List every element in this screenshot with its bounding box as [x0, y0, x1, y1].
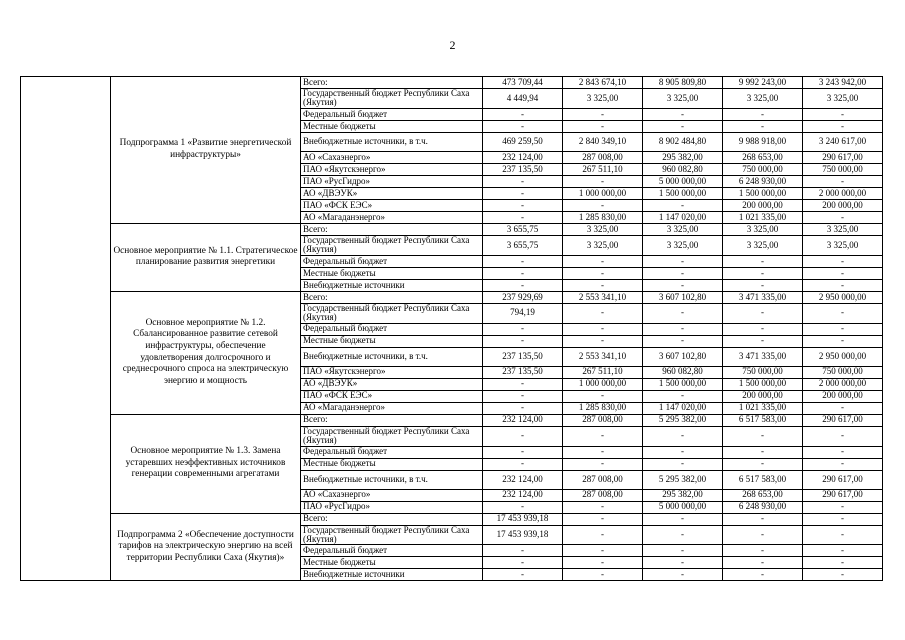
amount-cell: 290 617,00: [803, 489, 883, 501]
amount-cell: 473 709,44: [483, 77, 563, 89]
funding-source: Федеральный бюджет: [301, 545, 483, 557]
amount-cell: 200 000,00: [723, 390, 803, 402]
amount-cell: -: [483, 545, 563, 557]
funding-source: ПАО «ФСК ЕЭС»: [301, 199, 483, 211]
amount-cell: 1 285 830,00: [563, 402, 643, 414]
amount-cell: -: [483, 402, 563, 414]
amount-cell: 3 325,00: [563, 235, 643, 255]
amount-cell: 9 988 918,00: [723, 132, 803, 151]
funding-source: Внебюджетные источники, в т.ч.: [301, 470, 483, 489]
amount-cell: -: [643, 557, 723, 569]
amount-cell: 3 325,00: [723, 235, 803, 255]
amount-cell: 6 248 930,00: [723, 501, 803, 513]
table-body: [21, 77, 883, 581]
amount-cell: -: [803, 545, 883, 557]
amount-cell: -: [483, 175, 563, 187]
funding-source: Федеральный бюджет: [301, 108, 483, 120]
amount-cell: 295 382,00: [643, 151, 723, 163]
amount-cell: -: [803, 211, 883, 223]
amount-cell: 232 124,00: [483, 151, 563, 163]
amount-cell: -: [723, 335, 803, 347]
amount-cell: 268 653,00: [723, 489, 803, 501]
amount-cell: 6 248 930,00: [723, 175, 803, 187]
amount-cell: -: [643, 545, 723, 557]
funding-source: АО «Магаданэнерго»: [301, 402, 483, 414]
amount-cell: -: [643, 335, 723, 347]
amount-cell: 267 511,10: [563, 366, 643, 378]
amount-cell: 3 325,00: [803, 235, 883, 255]
amount-cell: 237 135,50: [483, 163, 563, 175]
amount-cell: -: [723, 446, 803, 458]
funding-source: Государственный бюджет Республики Саха (Якутия): [301, 426, 483, 446]
funding-source: Федеральный бюджет: [301, 255, 483, 267]
amount-cell: 1 021 335,00: [723, 402, 803, 414]
amount-cell: -: [723, 426, 803, 446]
program-title: Основное мероприятие № 1.2. Сбалансированное развитие сетевой инфраструктуры, обеспечение удовлетворения долгосрочного и среднесрочного спроса на электрическую энергию и мощность: [111, 291, 301, 414]
funding-source: Всего:: [301, 414, 483, 426]
amount-cell: 2 950 000,00: [803, 347, 883, 366]
amount-cell: -: [723, 458, 803, 470]
amount-cell: 1 500 000,00: [723, 378, 803, 390]
amount-cell: -: [643, 390, 723, 402]
amount-cell: -: [563, 458, 643, 470]
funding-source: АО «ДВЭУК»: [301, 378, 483, 390]
amount-cell: 2 000 000,00: [803, 378, 883, 390]
amount-cell: -: [723, 557, 803, 569]
funding-source: Всего:: [301, 291, 483, 303]
amount-cell: -: [723, 323, 803, 335]
funding-source: Внебюджетные источники, в т.ч.: [301, 132, 483, 151]
amount-cell: 2 000 000,00: [803, 187, 883, 199]
amount-cell: 2 553 341,10: [563, 291, 643, 303]
amount-cell: -: [563, 501, 643, 513]
amount-cell: -: [803, 458, 883, 470]
amount-cell: 232 124,00: [483, 470, 563, 489]
funding-source: ПАО «РусГидро»: [301, 501, 483, 513]
funding-source: Федеральный бюджет: [301, 446, 483, 458]
amount-cell: 1 000 000,00: [563, 378, 643, 390]
amount-cell: 1 021 335,00: [723, 211, 803, 223]
amount-cell: -: [563, 199, 643, 211]
amount-cell: 200 000,00: [803, 199, 883, 211]
funding-source: Местные бюджеты: [301, 267, 483, 279]
amount-cell: 750 000,00: [723, 163, 803, 175]
funding-source: Внебюджетные источники: [301, 569, 483, 581]
funding-source: Внебюджетные источники, в т.ч.: [301, 347, 483, 366]
amount-cell: -: [563, 513, 643, 525]
amount-cell: 6 517 583,00: [723, 414, 803, 426]
funding-source: Местные бюджеты: [301, 557, 483, 569]
amount-cell: -: [643, 513, 723, 525]
amount-cell: -: [723, 513, 803, 525]
amount-cell: 3 325,00: [643, 235, 723, 255]
amount-cell: -: [563, 569, 643, 581]
amount-cell: 2 553 341,10: [563, 347, 643, 366]
funding-source: ПАО «Якутскэнерго»: [301, 163, 483, 175]
amount-cell: 287 008,00: [563, 414, 643, 426]
amount-cell: -: [723, 569, 803, 581]
funding-source: ПАО «Якутскэнерго»: [301, 366, 483, 378]
amount-cell: -: [563, 426, 643, 446]
amount-cell: -: [563, 545, 643, 557]
amount-cell: -: [483, 199, 563, 211]
amount-cell: -: [643, 255, 723, 267]
amount-cell: -: [483, 279, 563, 291]
amount-cell: -: [803, 569, 883, 581]
amount-cell: -: [563, 279, 643, 291]
amount-cell: -: [643, 426, 723, 446]
funding-source: АО «Сахаэнерго»: [301, 489, 483, 501]
amount-cell: 1 500 000,00: [643, 187, 723, 199]
amount-cell: 17 453 939,18: [483, 525, 563, 545]
amount-cell: -: [563, 267, 643, 279]
funding-source: АО «ДВЭУК»: [301, 187, 483, 199]
amount-cell: -: [803, 446, 883, 458]
funding-source: Федеральный бюджет: [301, 323, 483, 335]
amount-cell: 960 082,80: [643, 163, 723, 175]
amount-cell: 1 285 830,00: [563, 211, 643, 223]
amount-cell: -: [483, 323, 563, 335]
amount-cell: 287 008,00: [563, 489, 643, 501]
amount-cell: -: [483, 211, 563, 223]
table-row: [21, 223, 883, 235]
funding-source: АО «Магаданэнерго»: [301, 211, 483, 223]
amount-cell: -: [643, 525, 723, 545]
amount-cell: 3 325,00: [803, 223, 883, 235]
amount-cell: -: [563, 323, 643, 335]
amount-cell: 1 147 020,00: [643, 211, 723, 223]
amount-cell: -: [563, 175, 643, 187]
amount-cell: 3 325,00: [563, 223, 643, 235]
amount-cell: -: [483, 267, 563, 279]
table-row: [21, 291, 883, 303]
amount-cell: -: [483, 458, 563, 470]
amount-cell: -: [483, 501, 563, 513]
amount-cell: -: [563, 303, 643, 323]
amount-cell: -: [643, 267, 723, 279]
amount-cell: -: [563, 120, 643, 132]
amount-cell: 4 449,94: [483, 89, 563, 109]
amount-cell: -: [643, 323, 723, 335]
amount-cell: 750 000,00: [723, 366, 803, 378]
amount-cell: -: [723, 279, 803, 291]
amount-cell: 290 617,00: [803, 151, 883, 163]
amount-cell: 287 008,00: [563, 470, 643, 489]
funding-source: Местные бюджеты: [301, 120, 483, 132]
amount-cell: -: [563, 446, 643, 458]
amount-cell: -: [483, 335, 563, 347]
amount-cell: 3 325,00: [563, 89, 643, 109]
amount-cell: 1 500 000,00: [723, 187, 803, 199]
table-row: [21, 513, 883, 525]
amount-cell: -: [643, 108, 723, 120]
amount-cell: -: [643, 279, 723, 291]
amount-cell: 1 147 020,00: [643, 402, 723, 414]
amount-cell: -: [803, 175, 883, 187]
amount-cell: -: [803, 108, 883, 120]
amount-cell: 8 905 809,80: [643, 77, 723, 89]
amount-cell: 2 950 000,00: [803, 291, 883, 303]
amount-cell: 469 259,50: [483, 132, 563, 151]
table-row: [21, 77, 883, 89]
amount-cell: 3 325,00: [803, 89, 883, 109]
amount-cell: -: [483, 108, 563, 120]
table-row: [21, 414, 883, 426]
amount-cell: 200 000,00: [803, 390, 883, 402]
amount-cell: 1 000 000,00: [563, 187, 643, 199]
amount-cell: 3 471 335,00: [723, 291, 803, 303]
amount-cell: 794,19: [483, 303, 563, 323]
program-title: Основное мероприятие № 1.1. Стратегическое планирование развития энергетики: [111, 223, 301, 291]
amount-cell: -: [803, 267, 883, 279]
amount-cell: -: [803, 335, 883, 347]
amount-cell: 237 929,69: [483, 291, 563, 303]
amount-cell: -: [643, 199, 723, 211]
amount-cell: 3 325,00: [643, 89, 723, 109]
amount-cell: -: [723, 120, 803, 132]
funding-source: АО «Сахаэнерго»: [301, 151, 483, 163]
amount-cell: 268 653,00: [723, 151, 803, 163]
funding-source: ПАО «ФСК ЕЭС»: [301, 390, 483, 402]
amount-cell: -: [563, 335, 643, 347]
amount-cell: 3 243 942,00: [803, 77, 883, 89]
amount-cell: 5 295 382,00: [643, 414, 723, 426]
funding-source: Государственный бюджет Республики Саха (Якутия): [301, 235, 483, 255]
amount-cell: 232 124,00: [483, 414, 563, 426]
amount-cell: 200 000,00: [723, 199, 803, 211]
amount-cell: 290 617,00: [803, 414, 883, 426]
amount-cell: 2 843 674,10: [563, 77, 643, 89]
amount-cell: -: [723, 267, 803, 279]
amount-cell: -: [803, 557, 883, 569]
amount-cell: -: [803, 279, 883, 291]
funding-source: Государственный бюджет Республики Саха (Якутия): [301, 303, 483, 323]
amount-cell: -: [483, 120, 563, 132]
amount-cell: 9 992 243,00: [723, 77, 803, 89]
amount-cell: 3 325,00: [723, 223, 803, 235]
amount-cell: -: [643, 303, 723, 323]
blank-column: [21, 77, 111, 581]
amount-cell: 3 471 335,00: [723, 347, 803, 366]
funding-source: Всего:: [301, 223, 483, 235]
funding-source: Внебюджетные источники: [301, 279, 483, 291]
amount-cell: 8 902 484,80: [643, 132, 723, 151]
amount-cell: -: [563, 525, 643, 545]
amount-cell: -: [483, 390, 563, 402]
amount-cell: -: [643, 446, 723, 458]
amount-cell: -: [803, 323, 883, 335]
amount-cell: 287 008,00: [563, 151, 643, 163]
funding-source: Всего:: [301, 513, 483, 525]
funding-source: Государственный бюджет Республики Саха (Якутия): [301, 525, 483, 545]
amount-cell: -: [483, 569, 563, 581]
amount-cell: -: [723, 303, 803, 323]
amount-cell: 5 000 000,00: [643, 175, 723, 187]
amount-cell: -: [803, 402, 883, 414]
page-number: 2: [449, 38, 456, 52]
amount-cell: -: [803, 525, 883, 545]
amount-cell: -: [803, 120, 883, 132]
funding-source: Государственный бюджет Республики Саха (Якутия): [301, 89, 483, 109]
amount-cell: -: [643, 569, 723, 581]
program-title: Подпрограмма 1 «Развитие энергетической инфраструктуры»: [111, 77, 301, 224]
amount-cell: 237 135,50: [483, 366, 563, 378]
amount-cell: 267 511,10: [563, 163, 643, 175]
amount-cell: -: [723, 525, 803, 545]
amount-cell: 2 840 349,10: [563, 132, 643, 151]
amount-cell: -: [563, 255, 643, 267]
amount-cell: 5 295 382,00: [643, 470, 723, 489]
amount-cell: -: [803, 501, 883, 513]
amount-cell: -: [483, 557, 563, 569]
amount-cell: 17 453 939,18: [483, 513, 563, 525]
amount-cell: -: [563, 108, 643, 120]
amount-cell: 295 382,00: [643, 489, 723, 501]
amount-cell: 3 325,00: [723, 89, 803, 109]
amount-cell: -: [483, 446, 563, 458]
amount-cell: 6 517 583,00: [723, 470, 803, 489]
amount-cell: -: [723, 545, 803, 557]
amount-cell: 290 617,00: [803, 470, 883, 489]
amount-cell: 3 655,75: [483, 235, 563, 255]
amount-cell: -: [723, 255, 803, 267]
amount-cell: -: [643, 458, 723, 470]
amount-cell: 3 325,00: [643, 223, 723, 235]
amount-cell: 750 000,00: [803, 366, 883, 378]
amount-cell: -: [483, 426, 563, 446]
amount-cell: -: [483, 378, 563, 390]
amount-cell: -: [723, 108, 803, 120]
amount-cell: -: [483, 187, 563, 199]
amount-cell: 3 655,75: [483, 223, 563, 235]
funding-source: Местные бюджеты: [301, 335, 483, 347]
funding-source: Местные бюджеты: [301, 458, 483, 470]
amount-cell: -: [803, 426, 883, 446]
amount-cell: -: [803, 513, 883, 525]
amount-cell: -: [563, 557, 643, 569]
funding-source: ПАО «РусГидро»: [301, 175, 483, 187]
amount-cell: -: [483, 255, 563, 267]
funding-table: [20, 76, 883, 581]
amount-cell: 960 082,80: [643, 366, 723, 378]
funding-source: Всего:: [301, 77, 483, 89]
amount-cell: 1 500 000,00: [643, 378, 723, 390]
program-title: Основное мероприятие № 1.3. Замена устаревших неэффективных источников генерации современными агрегатами: [111, 414, 301, 513]
amount-cell: 3 240 617,00: [803, 132, 883, 151]
amount-cell: 232 124,00: [483, 489, 563, 501]
amount-cell: -: [643, 120, 723, 132]
amount-cell: 237 135,50: [483, 347, 563, 366]
amount-cell: -: [803, 255, 883, 267]
amount-cell: -: [563, 390, 643, 402]
program-title: Подпрограмма 2 «Обеспечение доступности тарифов на электрическую энергию на всей территории Республики Саха (Якутия)»: [111, 513, 301, 581]
amount-cell: 3 607 102,80: [643, 291, 723, 303]
amount-cell: 5 000 000,00: [643, 501, 723, 513]
amount-cell: 3 607 102,80: [643, 347, 723, 366]
amount-cell: -: [803, 303, 883, 323]
amount-cell: 750 000,00: [803, 163, 883, 175]
